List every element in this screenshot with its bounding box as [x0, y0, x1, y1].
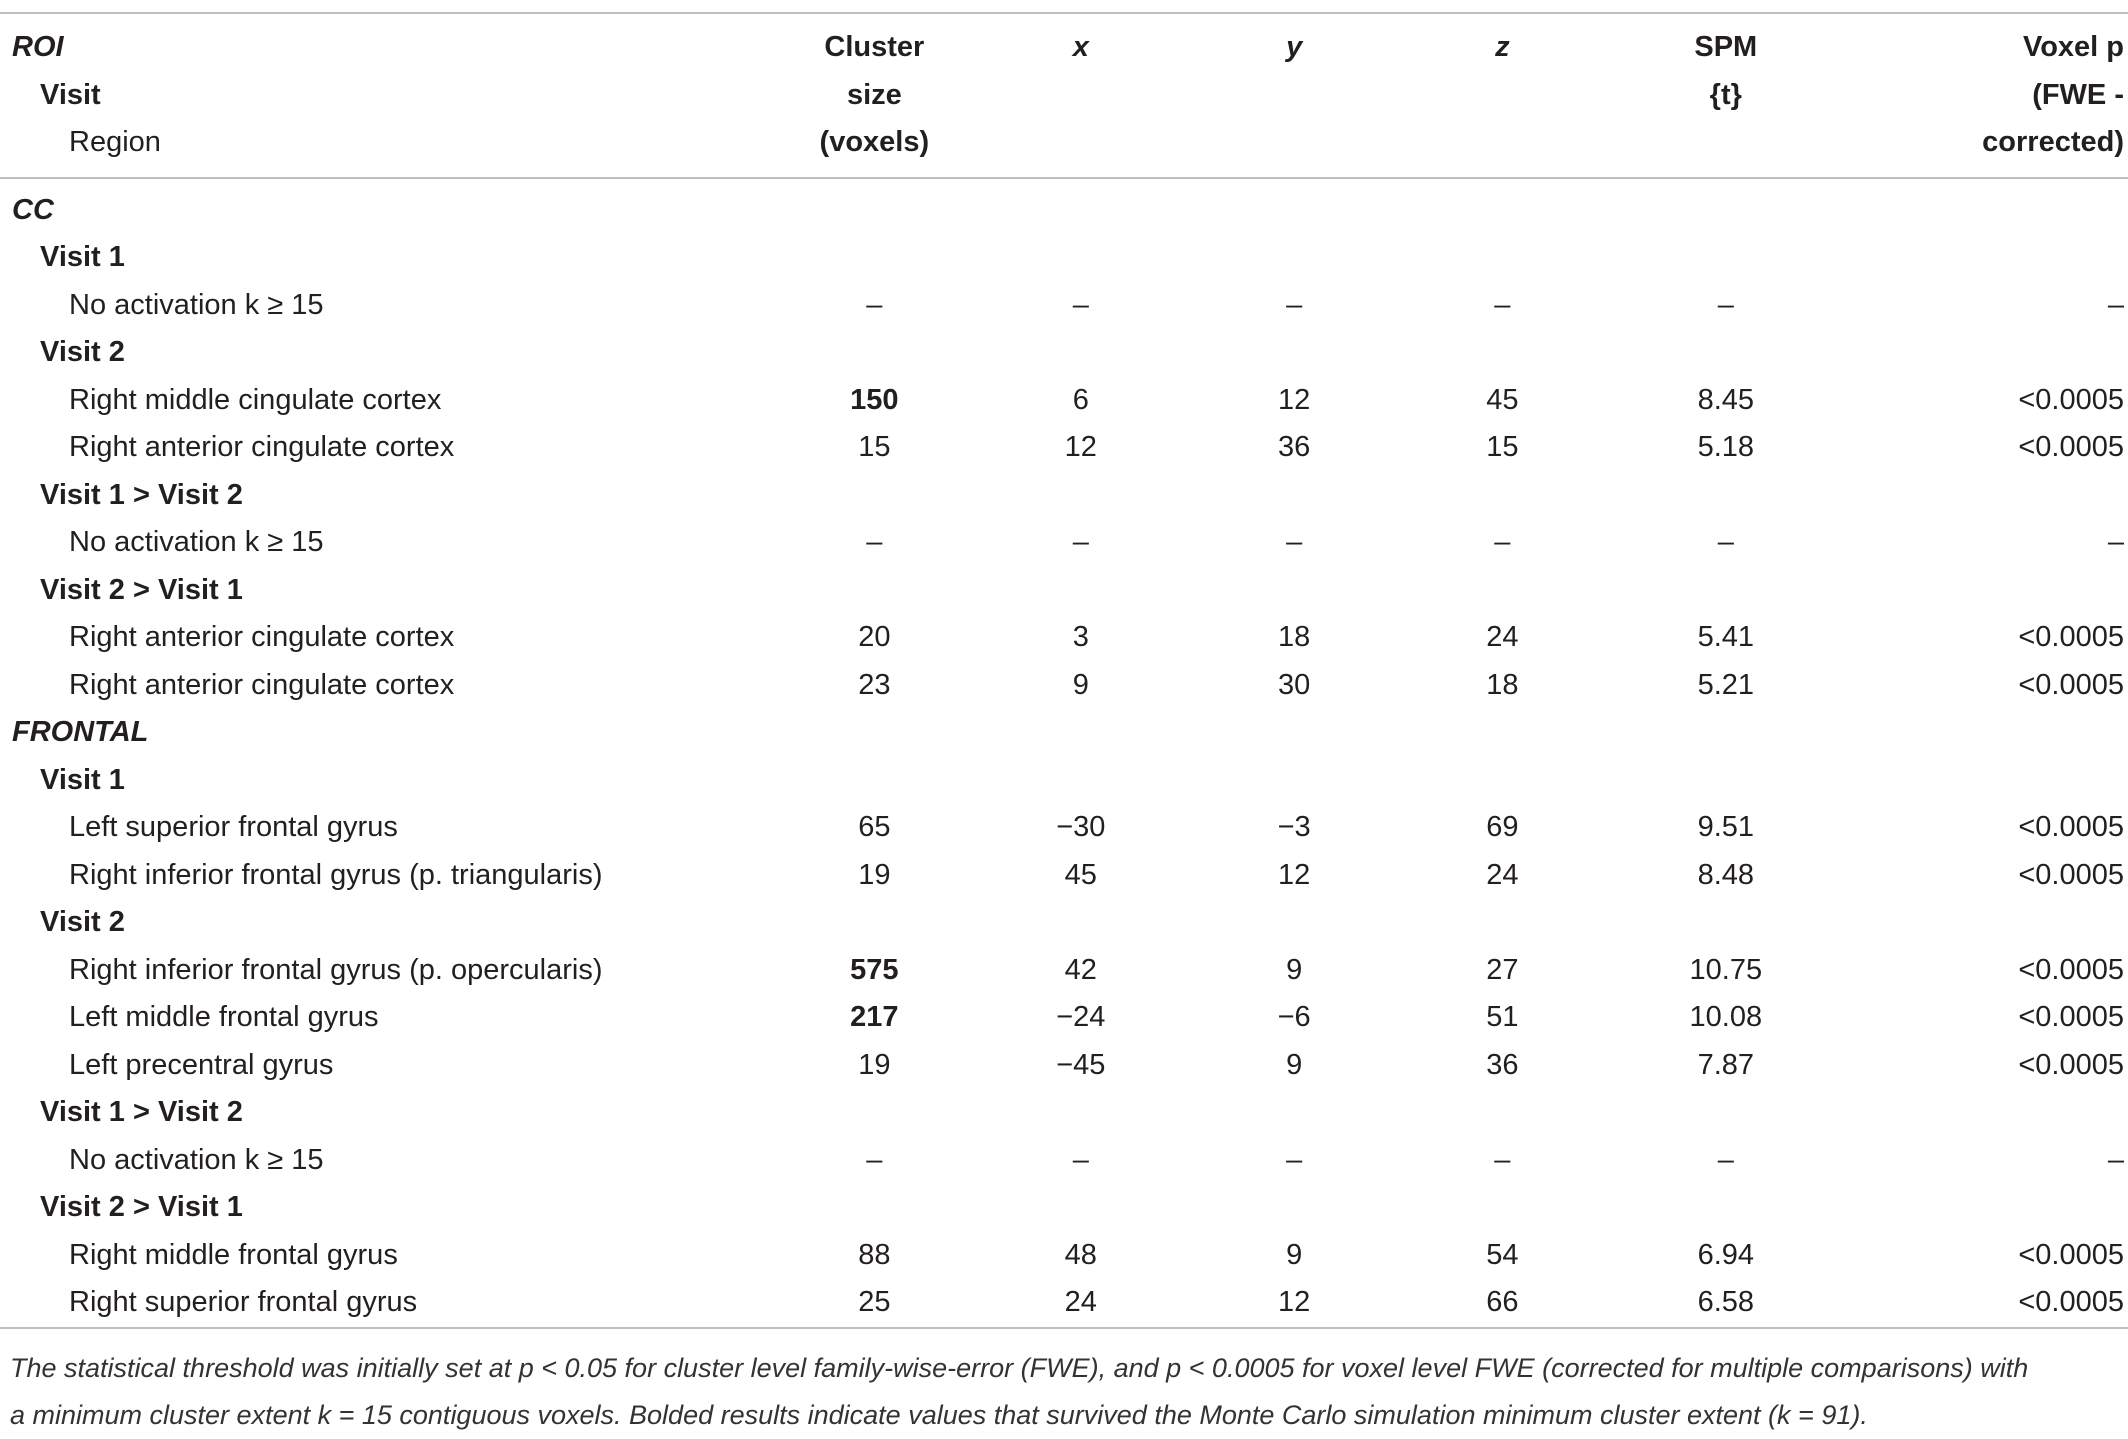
spm-cell: – — [1717, 288, 1734, 321]
empty-cell — [1190, 329, 1398, 377]
z-cell: 18 — [1486, 668, 1519, 701]
z-cell: 15 — [1486, 431, 1519, 463]
y-cell: – — [1286, 526, 1303, 558]
empty-cell — [1398, 178, 1606, 235]
y-cell: – — [1286, 1143, 1303, 1176]
table-row — [0, 614, 2128, 662]
x-cell: 6 — [1072, 383, 1089, 416]
empty-cell — [777, 709, 971, 757]
z-cell: 54 — [1486, 1238, 1519, 1271]
table-row — [0, 329, 2128, 377]
table-row — [0, 1042, 2128, 1090]
region-cell: Right middle cingulate cortex — [69, 383, 442, 416]
voxel-p-cell: <0.0005 — [2018, 858, 2124, 891]
region-cell: Right anterior cingulate cortex — [69, 668, 455, 701]
visit-heading: Visit 2 > Visit 1 — [40, 1191, 243, 1223]
spm-cell: 5.41 — [1697, 621, 1755, 653]
empty-cell — [1606, 709, 1845, 757]
spm-cell: – — [1717, 526, 1734, 558]
table-row — [0, 1184, 2128, 1232]
spm-cell: 5.21 — [1697, 668, 1755, 701]
voxel-p-cell: <0.0005 — [2018, 1238, 2124, 1271]
cluster-size-cell: 19 — [858, 858, 891, 891]
spm-cell: 5.18 — [1697, 431, 1755, 463]
header-visit: Visit — [40, 78, 101, 111]
empty-cell — [1398, 709, 1606, 757]
visit-heading: Visit 1 — [40, 241, 125, 273]
table-row — [0, 519, 2128, 567]
empty-cell — [777, 899, 971, 947]
x-cell: 24 — [1064, 1286, 1097, 1318]
empty-cell — [1845, 234, 2128, 282]
voxel-p-cell: <0.0005 — [2018, 1048, 2124, 1081]
voxel-p-cell: – — [2107, 526, 2124, 558]
table-row — [0, 472, 2128, 520]
region-cell: Right inferior frontal gyrus (p. opercularis) — [69, 953, 603, 986]
x-cell: 9 — [1072, 668, 1089, 701]
region-cell: Right middle frontal gyrus — [69, 1238, 398, 1271]
table-row — [0, 1279, 2128, 1328]
header-z: z — [1495, 31, 1510, 63]
visit-heading: Visit 1 > Visit 2 — [40, 478, 243, 511]
empty-cell — [1398, 1089, 1606, 1137]
cluster-size-cell: 150 — [850, 383, 899, 416]
empty-cell — [777, 1184, 971, 1232]
header-region: Region — [69, 126, 161, 158]
region-cell: No activation k ≥ 15 — [69, 1143, 324, 1176]
header-spm: SPM {t} — [1694, 31, 1758, 111]
table-row — [0, 662, 2128, 710]
spm-cell: 9.51 — [1697, 811, 1755, 843]
cluster-size-cell: 65 — [858, 811, 891, 843]
empty-cell — [1606, 567, 1845, 615]
empty-cell — [1606, 329, 1845, 377]
visit-heading: Visit 1 > Visit 2 — [40, 1096, 243, 1128]
region-cell: No activation k ≥ 15 — [69, 288, 324, 321]
empty-cell — [777, 757, 971, 805]
empty-cell — [1190, 472, 1398, 520]
table-row — [0, 178, 2128, 235]
z-cell: 45 — [1486, 383, 1519, 416]
x-cell: −24 — [1056, 1001, 1106, 1033]
empty-cell — [1190, 757, 1398, 805]
header-voxel-p: Voxel p (FWE - corrected) — [1982, 31, 2124, 158]
y-cell: 30 — [1278, 668, 1311, 701]
y-cell: 12 — [1278, 858, 1311, 891]
results-table — [0, 12, 2128, 1329]
y-cell: −6 — [1277, 1001, 1311, 1033]
cluster-size-cell: 25 — [858, 1286, 891, 1318]
empty-cell — [972, 757, 1191, 805]
footnote-line: a minimum cluster extent k = 15 contiguous voxels. Bolded results indicate values that survived the Monte Carlo simulation minimum cluster extent (k = 91). — [10, 1400, 1868, 1430]
x-cell: 42 — [1064, 953, 1097, 986]
empty-cell — [1845, 472, 2128, 520]
y-cell: 12 — [1278, 1286, 1311, 1318]
table-row — [0, 994, 2128, 1042]
header-y: y — [1286, 31, 1303, 63]
z-cell: 69 — [1486, 811, 1519, 843]
visit-heading: Visit 2 — [40, 906, 125, 938]
voxel-p-cell: <0.0005 — [2018, 953, 2124, 986]
empty-cell — [972, 567, 1191, 615]
empty-cell — [777, 567, 971, 615]
empty-cell — [972, 1089, 1191, 1137]
y-cell: −3 — [1277, 811, 1311, 843]
region-cell: Left superior frontal gyrus — [69, 811, 398, 843]
table-row — [0, 1089, 2128, 1137]
spm-cell: – — [1717, 1143, 1734, 1176]
empty-cell — [1845, 1184, 2128, 1232]
cluster-size-cell: 20 — [858, 621, 891, 653]
x-cell: – — [1072, 288, 1089, 321]
empty-cell — [777, 472, 971, 520]
voxel-p-cell: – — [2107, 288, 2124, 321]
visit-heading: Visit 1 — [40, 763, 125, 796]
visit-heading: Visit 2 > Visit 1 — [40, 573, 243, 606]
voxel-p-cell: <0.0005 — [2018, 431, 2124, 463]
z-cell: 36 — [1486, 1048, 1519, 1081]
empty-cell — [1190, 234, 1398, 282]
cluster-size-cell: 88 — [858, 1238, 891, 1271]
cluster-size-cell: – — [866, 526, 883, 558]
empty-cell — [1398, 567, 1606, 615]
z-cell: – — [1494, 288, 1511, 321]
empty-cell — [1606, 899, 1845, 947]
spm-cell: 10.08 — [1689, 1001, 1763, 1033]
visit-heading: Visit 2 — [40, 336, 125, 368]
empty-cell — [972, 329, 1191, 377]
z-cell: 27 — [1486, 953, 1519, 986]
empty-cell — [1190, 1184, 1398, 1232]
z-cell: 66 — [1486, 1286, 1519, 1318]
region-cell: Left precentral gyrus — [69, 1048, 334, 1081]
header-x: x — [1072, 31, 1089, 63]
roi-heading: FRONTAL — [12, 716, 149, 748]
empty-cell — [1606, 234, 1845, 282]
empty-cell — [1606, 1089, 1845, 1137]
x-cell: −45 — [1056, 1048, 1106, 1081]
empty-cell — [1398, 899, 1606, 947]
spm-cell: 7.87 — [1697, 1048, 1755, 1081]
empty-cell — [1190, 567, 1398, 615]
x-cell: 12 — [1064, 431, 1097, 463]
spm-cell: 8.48 — [1697, 858, 1755, 891]
empty-cell — [972, 178, 1191, 235]
cluster-size-cell: – — [866, 1143, 883, 1176]
empty-cell — [972, 234, 1191, 282]
header-row — [0, 13, 2128, 178]
region-cell: Right anterior cingulate cortex — [69, 431, 455, 463]
empty-cell — [777, 329, 971, 377]
voxel-p-cell: <0.0005 — [2018, 1001, 2124, 1033]
empty-cell — [972, 472, 1191, 520]
empty-cell — [1398, 757, 1606, 805]
table-row — [0, 567, 2128, 615]
empty-cell — [1845, 329, 2128, 377]
spm-cell: 6.58 — [1697, 1286, 1755, 1318]
table-row — [0, 1137, 2128, 1185]
cluster-size-cell: 217 — [850, 1001, 899, 1033]
table-row — [0, 424, 2128, 472]
cluster-size-cell: 23 — [858, 668, 891, 701]
empty-cell — [1845, 178, 2128, 235]
x-cell: −30 — [1056, 811, 1106, 843]
cluster-size-cell: 15 — [858, 431, 891, 463]
y-cell: 36 — [1278, 431, 1311, 463]
spm-cell: 6.94 — [1697, 1238, 1755, 1271]
empty-cell — [1845, 1089, 2128, 1137]
x-cell: – — [1072, 526, 1089, 558]
voxel-p-cell: <0.0005 — [2018, 383, 2124, 416]
cluster-size-cell: 575 — [850, 953, 899, 986]
empty-cell — [1845, 899, 2128, 947]
table-body — [0, 178, 2128, 1328]
cluster-size-cell: 19 — [858, 1048, 891, 1081]
x-cell: 45 — [1064, 858, 1097, 891]
region-cell: No activation k ≥ 15 — [69, 526, 324, 558]
empty-cell — [777, 178, 971, 235]
table-row — [0, 234, 2128, 282]
region-cell: Right anterior cingulate cortex — [69, 621, 455, 653]
table-row — [0, 282, 2128, 330]
header-roi: ROI — [12, 31, 64, 63]
table-row — [0, 709, 2128, 757]
roi-heading: CC — [12, 193, 54, 226]
z-cell: – — [1494, 1143, 1511, 1176]
empty-cell — [777, 1089, 971, 1137]
table-row — [0, 804, 2128, 852]
cluster-size-cell: – — [866, 288, 883, 321]
z-cell: 24 — [1486, 858, 1519, 891]
table-header — [0, 13, 2128, 178]
empty-cell — [972, 899, 1191, 947]
table-row — [0, 947, 2128, 995]
region-cell: Right inferior frontal gyrus (p. triangularis) — [69, 858, 603, 891]
empty-cell — [1606, 1184, 1845, 1232]
voxel-p-cell: <0.0005 — [2018, 621, 2124, 653]
voxel-p-cell: <0.0005 — [2018, 1286, 2124, 1318]
y-cell: – — [1286, 288, 1303, 321]
spm-cell: 8.45 — [1697, 383, 1755, 416]
empty-cell — [1606, 757, 1845, 805]
empty-cell — [1845, 709, 2128, 757]
y-cell: 18 — [1278, 621, 1311, 653]
voxel-p-cell: – — [2107, 1143, 2124, 1176]
z-cell: 24 — [1486, 621, 1519, 653]
voxel-p-cell: <0.0005 — [2018, 811, 2124, 843]
footnote-line: The statistical threshold was initially set at p < 0.05 for cluster level family-wise-error (FWE), and p < 0.0005 for voxel level FWE (corrected for multiple comparisons) with — [10, 1353, 2029, 1383]
empty-cell — [972, 709, 1191, 757]
empty-cell — [1190, 899, 1398, 947]
z-cell: 51 — [1486, 1001, 1519, 1033]
empty-cell — [1190, 178, 1398, 235]
empty-cell — [1398, 472, 1606, 520]
y-cell: 9 — [1286, 953, 1303, 986]
empty-cell — [1845, 757, 2128, 805]
table-row — [0, 1232, 2128, 1280]
empty-cell — [1606, 178, 1845, 235]
empty-cell — [972, 1184, 1191, 1232]
table-row — [0, 899, 2128, 947]
spm-cell: 10.75 — [1689, 953, 1763, 986]
region-cell: Right superior frontal gyrus — [69, 1286, 418, 1318]
empty-cell — [1398, 234, 1606, 282]
empty-cell — [1190, 709, 1398, 757]
empty-cell — [1190, 1089, 1398, 1137]
x-cell: – — [1072, 1143, 1089, 1176]
x-cell: 48 — [1064, 1238, 1097, 1271]
header-roi-visit-region — [0, 13, 777, 178]
empty-cell — [1398, 1184, 1606, 1232]
empty-cell — [1845, 567, 2128, 615]
z-cell: – — [1494, 526, 1511, 558]
y-cell: 9 — [1286, 1238, 1303, 1271]
table-row — [0, 377, 2128, 425]
table-row — [0, 852, 2128, 900]
empty-cell — [1606, 472, 1845, 520]
y-cell: 12 — [1278, 383, 1311, 416]
y-cell: 9 — [1286, 1048, 1303, 1081]
empty-cell — [777, 234, 971, 282]
header-cluster-size: Cluster size (voxels) — [819, 31, 930, 158]
x-cell: 3 — [1072, 621, 1089, 653]
table-row — [0, 757, 2128, 805]
region-cell: Left middle frontal gyrus — [69, 1001, 379, 1033]
voxel-p-cell: <0.0005 — [2018, 668, 2124, 701]
table-footnote — [10, 1345, 2120, 1439]
empty-cell — [1398, 329, 1606, 377]
